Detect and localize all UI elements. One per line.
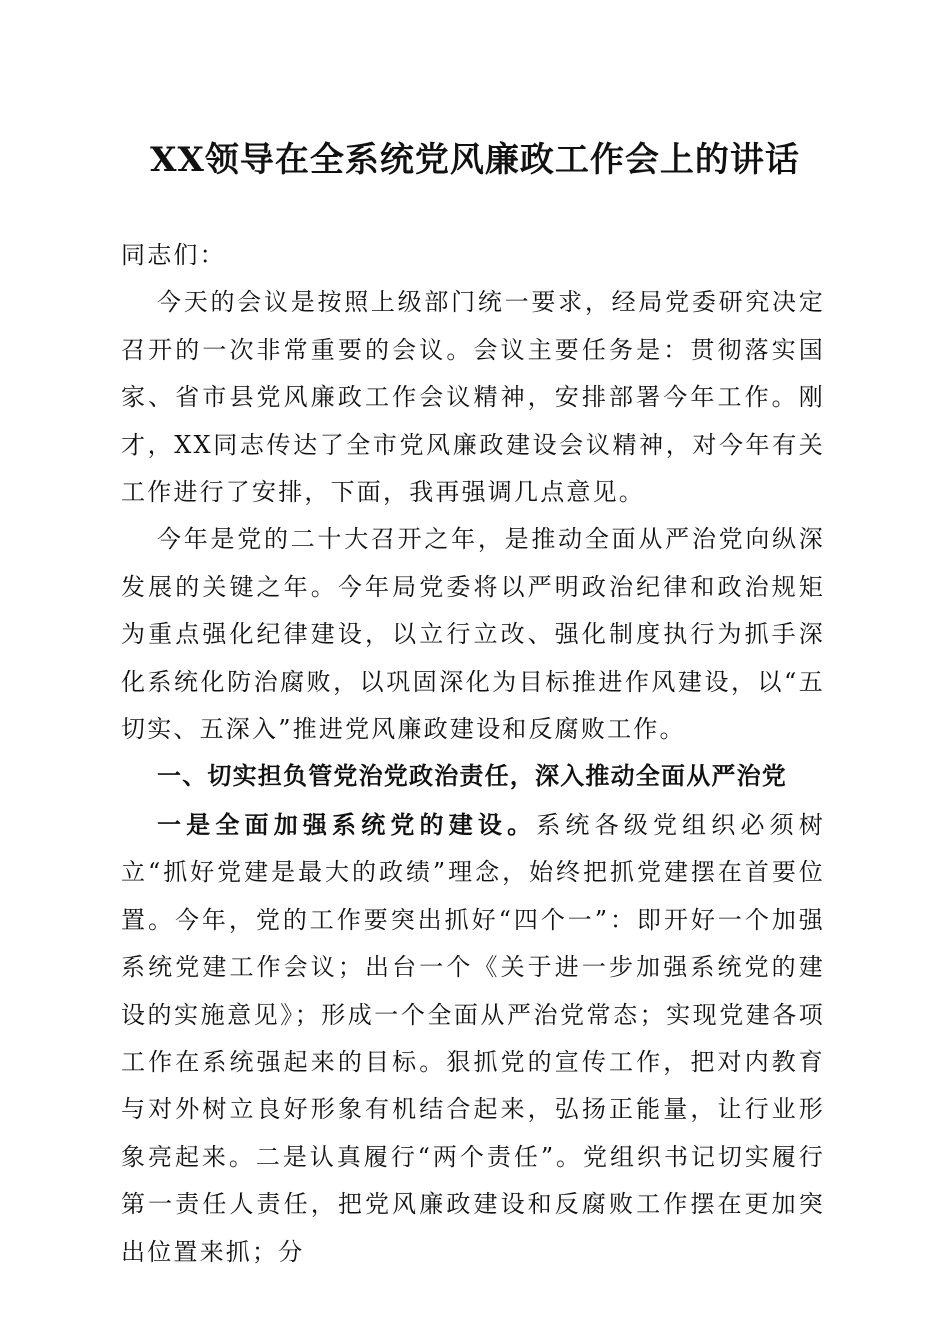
section-heading: 一、切实担负管党治党政治责任，深入推动全面从严治党 [157,762,787,791]
section-paragraph-text: 系统各级党组织必须树立“抓好党建是最大的政绩”理念，始终把抓党建摆在首要位置。今年，党的工作要突出抓好“四个一”：即开好一个加强系统党建工作会议；出台一个《关于进一步加强系统党的建设的实施意见》；形成一个全面从严治党常态；实现党建各项工作在系统强起来的目标。狠抓党的宣传工作，把对内教育与对外树立良好形象有机结合起来，弘扬正能量，让行业形象亮起来。二是认真履行“两个责任”。党组织书记切实履行第一责任人责任，把党风廉政建设和反腐败工作摆在更加突出位置来抓；分 [121,810,826,1266]
section-paragraph [121,801,825,1276]
document-title: XX领导在全系统党风廉政工作会上的讲话 [150,140,800,180]
paragraph-opening: 今天的会议是按照上级部门统一要求，经局党委研究决定召开的一次非常重要的会议。会议主要任务是：贯彻落实国家、省市县党风廉政工作会议精神，安排部署今年工作。刚才，XX同志传达了全市党风廉政建设会议精神，对今年有关工作进行了安排，下面，我再强调几点意见。 [121,288,825,507]
paragraph-context: 今年是党的二十大召开之年，是推动全面从严治党向纵深发展的关键之年。今年局党委将以严明政治纪律和政治规矩为重点强化纪律建设，以立行立改、强化制度执行为抓手深化系统化防治腐败，以巩固深化为目标推进作风建设，以“五切实、五深入”推进党风廉政建设和反腐败工作。 [121,525,825,744]
document-body [121,232,825,1276]
salutation: 同志们： [121,241,226,269]
section-paragraph-lead: 一是全面加强系统党的建设。 [157,809,537,839]
